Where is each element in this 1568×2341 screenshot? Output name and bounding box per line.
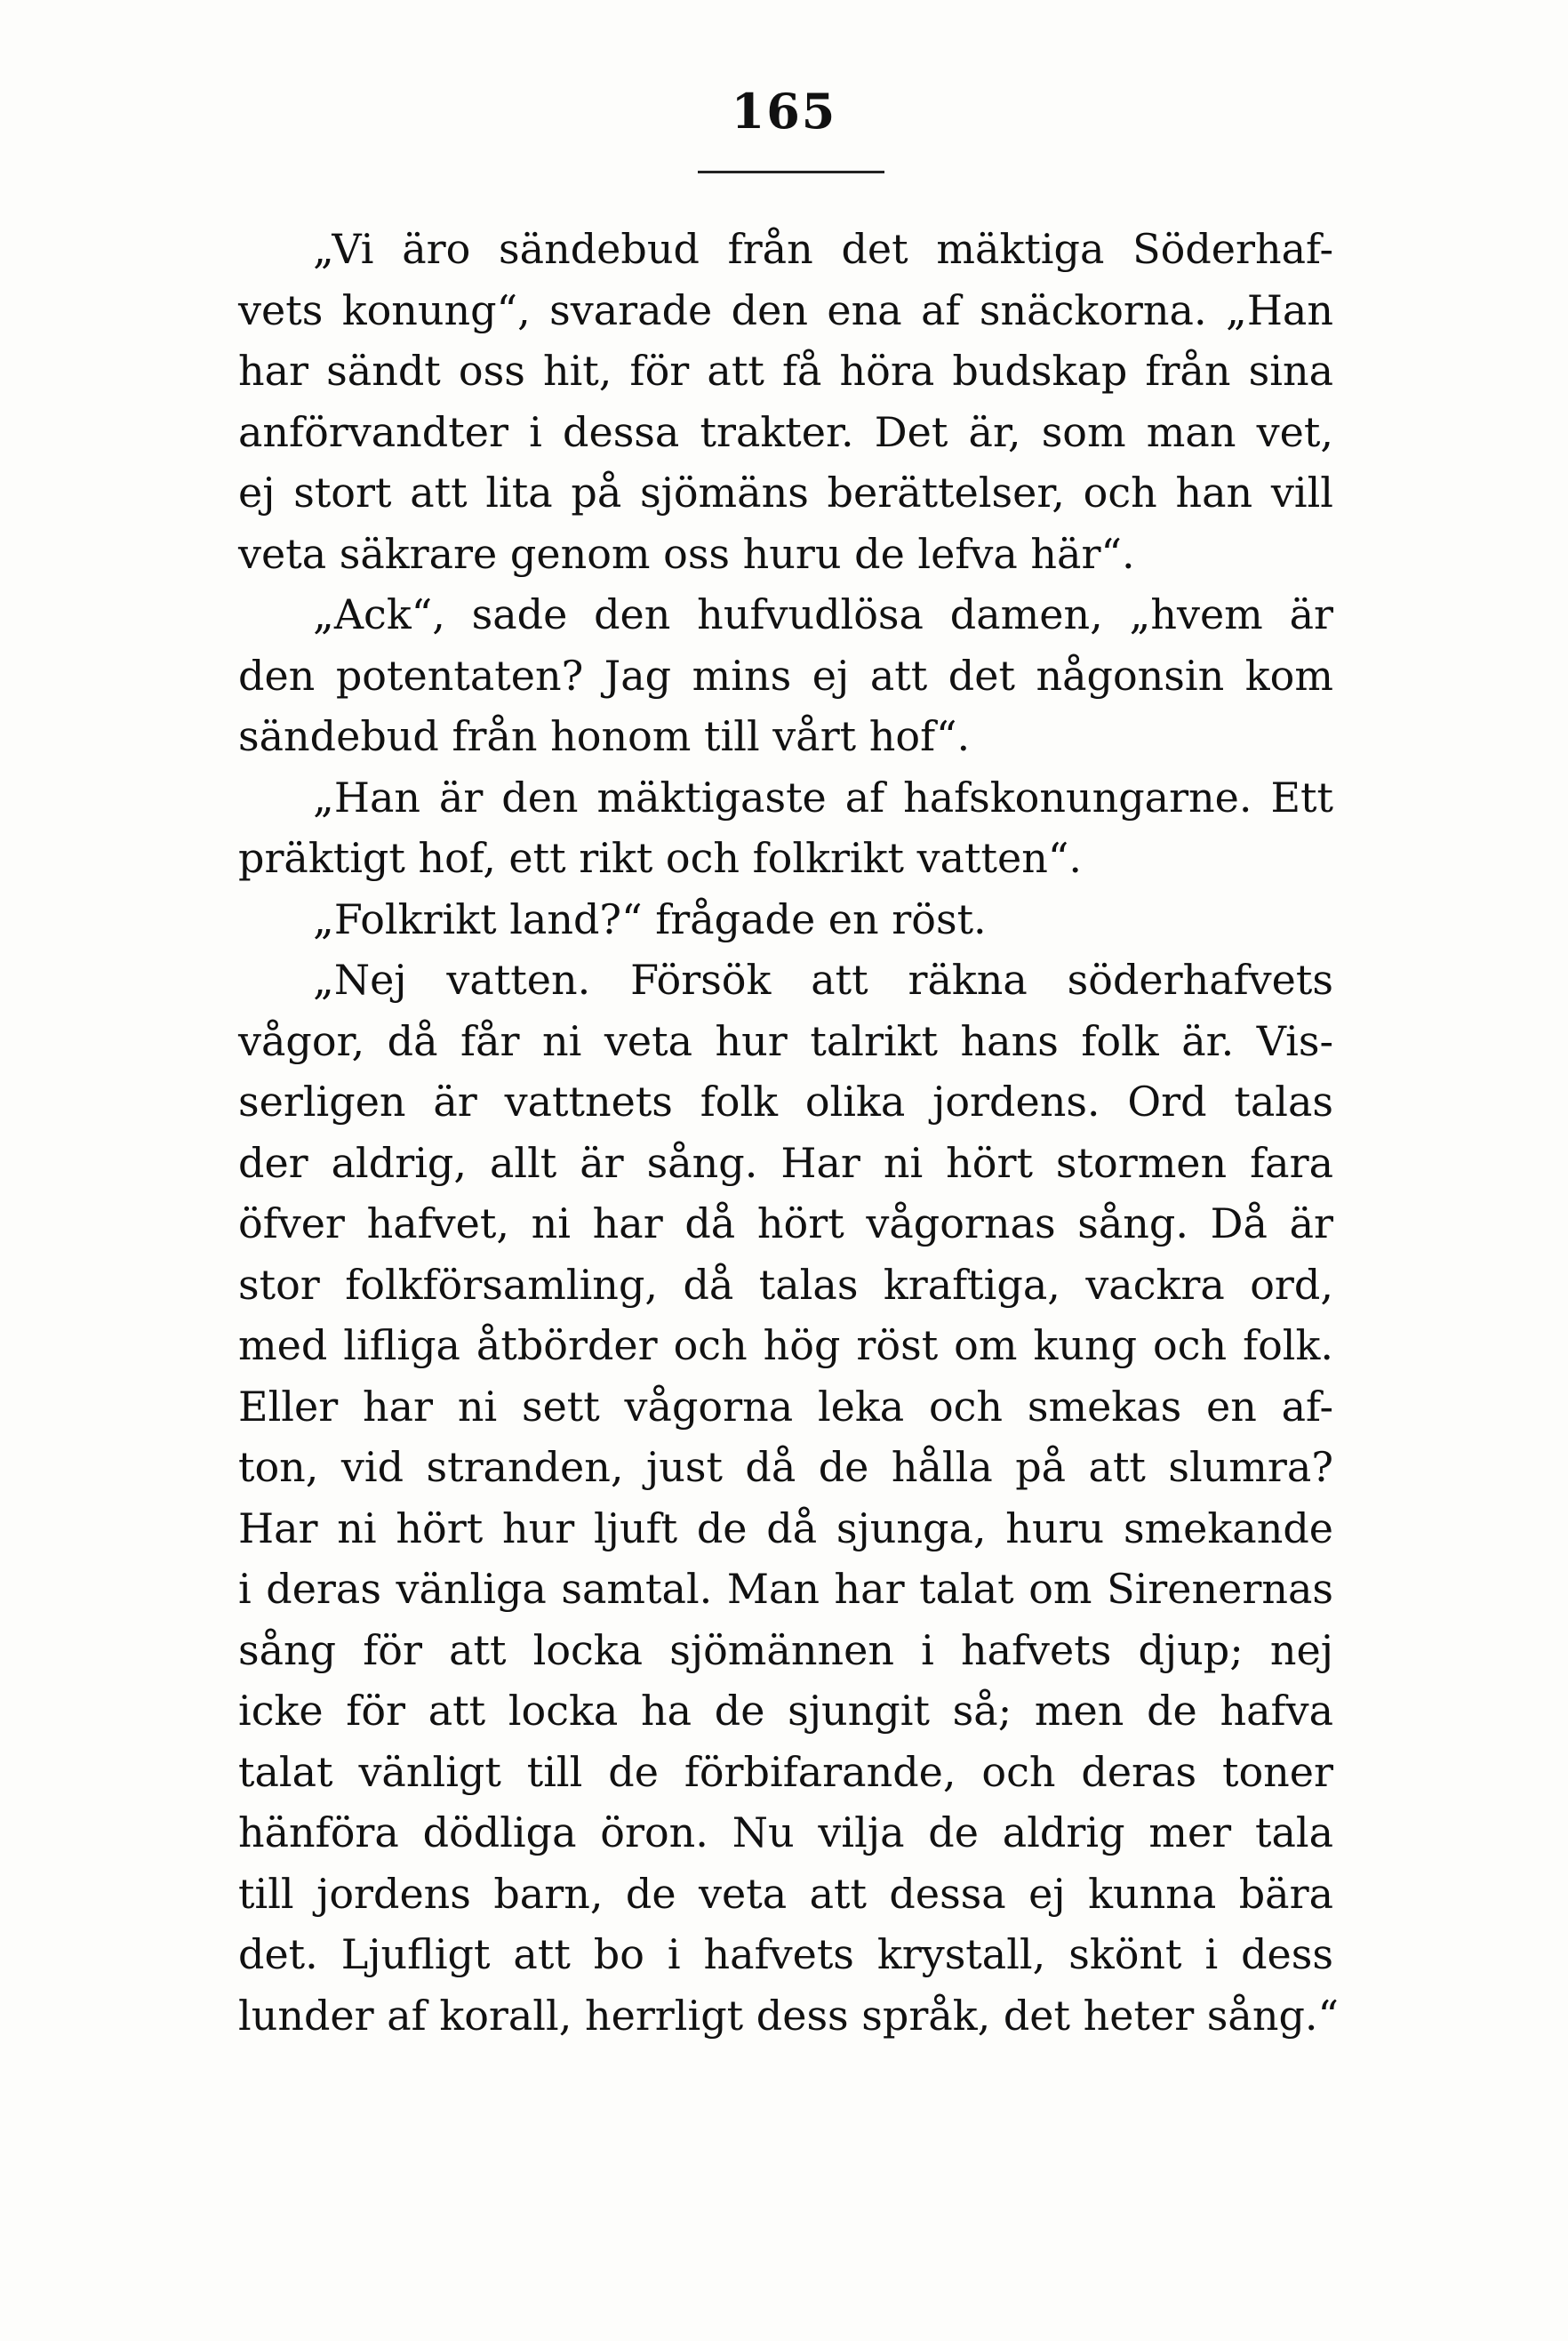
text-line: vågor, då får ni veta hur talrikt hans folk är. Vis-	[238, 1016, 1333, 1065]
text-line: sändebud från honom till vårt hof“.	[238, 712, 971, 760]
text-line: talat vänligt till de förbifarande, och deras toner	[238, 1747, 1333, 1796]
text-line: den potentaten? Jag mins ej att det någonsin kom	[238, 651, 1333, 700]
text-line: Eller har ni sett vågorna leka och smekas en af-	[238, 1382, 1333, 1431]
text-line: der aldrig, allt är sång. Har ni hört stormen fara	[238, 1138, 1333, 1187]
text-line: öfver hafvet, ni har då hört vågornas sång. Då är	[238, 1199, 1333, 1247]
text-line: ej stort att lita på sjömäns berättelser, och han vill	[238, 469, 1333, 517]
text-line: till jordens barn, de veta att dessa ej kunna bära	[238, 1869, 1333, 1918]
text-line: det. Ljufligt att bo i hafvets krystall, skönt i dess	[238, 1930, 1333, 1978]
text-line: hänföra dödliga öron. Nu vilja de aldrig mer tala	[238, 1808, 1333, 1856]
text-line: sång för att locka sjömännen i hafvets djup; nej	[238, 1625, 1333, 1674]
text-line: ton, vid stranden, just då de hålla på att slumra?	[238, 1443, 1333, 1491]
text-line: icke för att locka ha de sjungit så; men de hafva	[238, 1687, 1333, 1735]
text-line: „Ack“, sade den hufvudlösa damen, „hvem är	[313, 590, 1333, 638]
body-text	[238, 219, 1340, 2046]
text-line: anförvandter i dessa trakter. Det är, som man vet,	[238, 407, 1333, 456]
text-line: serligen är vattnets folk olika jordens. Ord talas	[238, 1078, 1333, 1126]
text-line: har sändt oss hit, för att få höra budskap från sina	[238, 347, 1333, 395]
text-line: „Han är den mäktigaste af hafskonungarne. Ett	[313, 773, 1333, 822]
text-line: vets konung“, svarade den ena af snäckorna. „Han	[238, 285, 1333, 334]
text-line: Har ni hört hur ljuft de då sjunga, huru smekande	[238, 1503, 1333, 1552]
text-line: veta säkrare genom oss huru de lefva här“.	[238, 529, 1135, 578]
text-line: stor folkförsamling, då talas kraftiga, vackra ord,	[238, 1260, 1333, 1309]
header-rule	[698, 171, 884, 173]
page-number: 165	[731, 83, 837, 140]
text-line: „Vi äro sändebud från det mäktiga Söderhaf-	[313, 225, 1333, 273]
text-line: „Nej vatten. Försök att räkna söderhafvets	[313, 956, 1333, 1004]
text-line: lunder af korall, herrligt dess språk, det heter sång.“	[238, 1991, 1340, 2040]
text-line: i deras vänliga samtal. Man har talat om Sirenernas	[238, 1565, 1333, 1613]
text-line: „Folkrikt land?“ frågade en röst.	[313, 894, 987, 943]
text-line: präktigt hof, ett rikt och folkrikt vatten“.	[238, 834, 1082, 882]
text-line: med lifliga åtbörder och hög röst om kung och folk.	[238, 1321, 1333, 1369]
